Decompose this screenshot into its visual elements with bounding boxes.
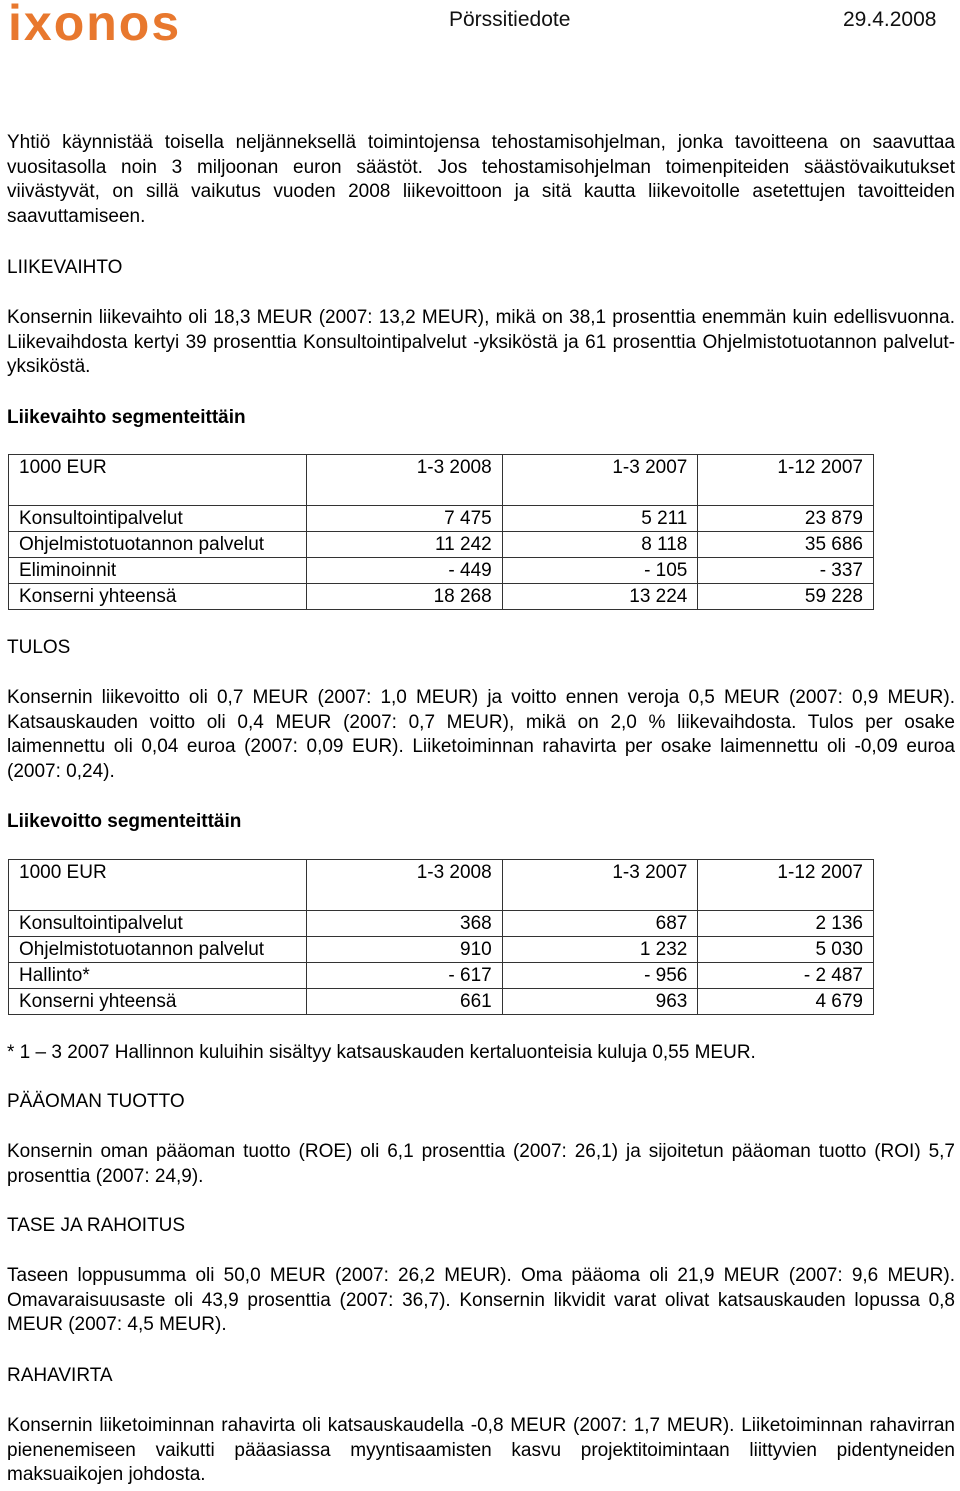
table2-footnote: * 1 – 3 2007 Hallinnon kuluihin sisältyy katsauskauden kertaluonteisia kuluja 0,55 MEUR. (7, 1042, 756, 1063)
liikevoitto-table (8, 859, 874, 1015)
table-cell: - 105 (502, 558, 698, 584)
table-cell: 368 (307, 911, 503, 937)
table-cell: Ohjelmistotuotannon palvelut (9, 532, 307, 558)
table-header-cell: 1-3 2007 (502, 860, 698, 911)
table-cell: Konserni yhteensä (9, 989, 307, 1015)
table-cell: 18 268 (307, 584, 503, 610)
table-header-cell: 1-12 2007 (698, 455, 874, 506)
table-cell: - 617 (307, 963, 503, 989)
ixonos-logo-icon (8, 2, 253, 46)
liikevaihto-table (8, 454, 874, 610)
table-cell: 23 879 (698, 506, 874, 532)
table-cell: - 449 (307, 558, 503, 584)
table-row (9, 532, 874, 558)
table-cell: 8 118 (502, 532, 698, 558)
table-cell: 7 475 (307, 506, 503, 532)
table-cell: 661 (307, 989, 503, 1015)
section-heading-tulos: TULOS (7, 637, 71, 658)
table-cell: 35 686 (698, 532, 874, 558)
section-heading-tase: TASE JA RAHOITUS (7, 1215, 186, 1236)
table-cell: 4 679 (698, 989, 874, 1015)
intro-paragraph: Yhtiö käynnistää toisella neljänneksellä toimintojensa tehostamisohjelman, jonka tavoitteena on saavuttaa vuositasolla noin 3 miljoonan euron säästöt. Jos tehostamisohjelman toimenpiteiden säästövaikutukset viivästyvät, on sillä vaikutus vuoden 2008 liikevoittoon ja sitä kautta liikevoitolle asetettujen tavoitteiden saavuttamiseen. (7, 132, 955, 227)
table-cell: 5 030 (698, 937, 874, 963)
table-cell: 910 (307, 937, 503, 963)
table-header-cell: 1-3 2008 (307, 860, 503, 911)
paaoman-tuotto-paragraph: Konsernin oman pääoman tuotto (ROE) oli 6,1 prosenttia (2007: 26,1) ja sijoitetun pääoman tuotto (ROI) 5,7 prosenttia (2007: 24,9). (7, 1141, 955, 1187)
table-cell: Konsultointipalvelut (9, 911, 307, 937)
document-date: 29.4.2008 (843, 8, 937, 31)
table-row (9, 963, 874, 989)
table-row (9, 989, 874, 1015)
document-type: Pörssitiedote (449, 8, 571, 31)
table-cell: 11 242 (307, 532, 503, 558)
table2-title: Liikevoitto segmenteittäin (7, 811, 242, 832)
table-cell: Ohjelmistotuotannon palvelut (9, 937, 307, 963)
table1-title: Liikevaihto segmenteittäin (7, 407, 246, 428)
table-cell: 13 224 (502, 584, 698, 610)
table-cell: 1 232 (502, 937, 698, 963)
liikevaihto-paragraph: Konsernin liikevaihto oli 18,3 MEUR (2007: 13,2 MEUR), mikä on 38,1 prosenttia enemmän kuin edellisvuonna. Liikevaihdosta kertyi 39 prosenttia Konsultointipalvelut -yksiköstä ja 61 prosenttia Ohjelmistotuotannon palvelut-yksiköstä. (7, 307, 955, 378)
rahavirta-paragraph: Konsernin liiketoiminnan rahavirta oli katsauskaudella -0,8 MEUR (2007: 1,7 MEUR). Liiketoiminnan rahavirran pienenemiseen vaikutti pääasiassa myyntisaamisten kasvu projektitoimintaan liittyvien pidentyneiden maksuaikojen johdosta. (7, 1415, 955, 1486)
company-logo (8, 2, 253, 46)
table-cell: - 956 (502, 963, 698, 989)
table-cell: Konsultointipalvelut (9, 506, 307, 532)
table-cell: Hallinto* (9, 963, 307, 989)
tulos-paragraph: Konsernin liikevoitto oli 0,7 MEUR (2007: 1,0 MEUR) ja voitto ennen veroja 0,5 MEUR (2007: 0,9 MEUR). Katsauskauden voitto oli 0,4 MEUR (2007: 0,7 MEUR), mikä on 2,0 % liikevaihdosta. Tulos per osake laimennettu oli 0,04 euroa (2007: 0,09 EUR). Liiketoiminnan rahavirta per osake laimennettu oli -0,09 euroa (2007: 0,24). (7, 687, 955, 782)
table-cell: Eliminoinnit (9, 558, 307, 584)
table-header-row (9, 455, 874, 506)
table-row (9, 558, 874, 584)
table-row (9, 937, 874, 963)
table-cell: - 337 (698, 558, 874, 584)
table-header-row (9, 860, 874, 911)
table-cell: 5 211 (502, 506, 698, 532)
table-cell: 963 (502, 989, 698, 1015)
logo-text: ixonos (8, 2, 182, 46)
table-row (9, 584, 874, 610)
section-heading-liikevaihto: LIIKEVAIHTO (7, 257, 123, 278)
table-header-cell: 1000 EUR (9, 455, 307, 506)
section-heading-paaoman-tuotto: PÄÄOMAN TUOTTO (7, 1091, 185, 1112)
table-header-cell: 1-3 2008 (307, 455, 503, 506)
table-cell: - 2 487 (698, 963, 874, 989)
table-row (9, 506, 874, 532)
table-cell: Konserni yhteensä (9, 584, 307, 610)
table-row (9, 911, 874, 937)
tase-paragraph: Taseen loppusumma oli 50,0 MEUR (2007: 26,2 MEUR). Oma pääoma oli 21,9 MEUR (2007: 9,6 MEUR). Omavaraisuusaste oli 43,9 prosenttia (2007: 36,7). Konsernin likvidit varat olivat katsauskauden lopussa 0,8 MEUR (2007: 4,5 MEUR). (7, 1265, 955, 1336)
table-cell: 2 136 (698, 911, 874, 937)
table-header-cell: 1-12 2007 (698, 860, 874, 911)
table-cell: 59 228 (698, 584, 874, 610)
table-cell: 687 (502, 911, 698, 937)
section-heading-rahavirta: RAHAVIRTA (7, 1365, 113, 1386)
table-header-cell: 1000 EUR (9, 860, 307, 911)
table-header-cell: 1-3 2007 (502, 455, 698, 506)
